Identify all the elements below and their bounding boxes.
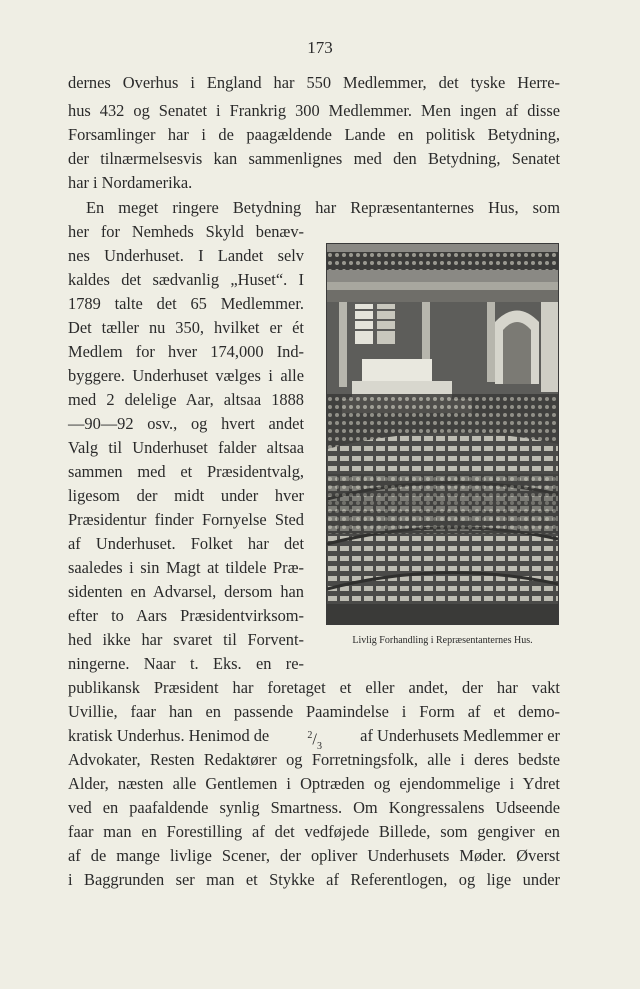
text-line: her for Nemheds Skyld benæv- (68, 222, 304, 241)
text-line: hus 432 og Senatet i Frankrig 300 Medlemmer. Men ingen af disse (68, 101, 560, 120)
text-line: Valg til Underhuset falder altsaa (68, 438, 304, 457)
page-number: 173 (307, 38, 333, 57)
text-line: kaldes det sædvanlig „Huset“. I (68, 270, 304, 289)
text-line: saaledes i sin Magt at tildele Præ- (68, 558, 304, 577)
text-line: Uvillie, faar han en passende Paamindelse i Form af et demo- (68, 702, 560, 721)
text-line: byggere. Underhuset vælges i alle (68, 366, 304, 385)
text-line: af Underhuset. Folket har det (68, 534, 304, 553)
text-line: der tilnærmelsesvis kan sammenlignes med den Betydning, Senatet (68, 149, 560, 168)
text-line: i Baggrunden ser man et Stykke af Referentlogen, og lige under (68, 870, 560, 889)
text-line: Forsamlinger har i de paagældende Lande en politisk Betydning, (68, 125, 560, 144)
text-line: af de mange livlige Scener, der opliver Underhusets Møder. Øverst (68, 846, 560, 865)
text-line: Det tæller nu 350, hvilket er ét (68, 318, 304, 337)
text-line: dernes Overhus i England har 550 Medlemmer, det tyske Herre- (68, 73, 560, 92)
figure-caption: Livlig Forhandling i Repræsentanternes Hus. (352, 635, 533, 646)
text-line: sidenten en Advarsel, dersom han (68, 582, 304, 601)
text-line: nes Underhuset. I Landet selv (68, 246, 304, 265)
text-line: Advokater, Resten Redaktører og Forretningsfolk, alle i deres bedste (68, 750, 560, 769)
text-segment: af Underhusets Medlemmer er (360, 726, 560, 745)
text-line: Alder, næsten alle Gentlemen i Optræden og ejendommelige i Ydret (68, 774, 560, 793)
text-line: publikansk Præsident har foretaget et eller andet, der har vakt (68, 678, 560, 697)
fraction: $^2/_3$ (307, 729, 322, 752)
text-line: med 2 delelige Aar, altsaa 1888 (68, 390, 304, 409)
text-line: sammen med et Præsidentvalg, (68, 462, 304, 481)
congress-illustration (326, 243, 559, 625)
text-line: ningerne. Naar t. Eks. en re- (68, 654, 304, 673)
text-line: —90—92 osv., og hvert andet (68, 414, 304, 433)
text-line: Medlem for hver 174,000 Ind- (68, 342, 304, 361)
text-line: 1789 talte det 65 Medlemmer. (68, 294, 304, 313)
text-line: ligesom der midt under hver (68, 486, 304, 505)
text-line: Præsidentur finder Fornyelse Sted (68, 510, 304, 529)
text-line: En meget ringere Betydning har Repræsentanternes Hus, som (86, 198, 560, 217)
text-segment: kratisk Underhus. Henimod de (68, 726, 270, 745)
text-line: ved en paafaldende synlig Smartness. Om Kongressalens Udseende (68, 798, 560, 817)
fraction-numerator: 2 (307, 730, 313, 741)
fraction-denominator: 3 (316, 740, 322, 752)
text-line: faar man en Forestilling af det vedføjede Billede, som gengiver en (68, 822, 560, 841)
text-line: hed ikke har svaret til Forvent- (68, 630, 304, 649)
text-line: efter to Aars Præsidentvirksom- (68, 606, 304, 625)
text-line: har i Nordamerika. (68, 173, 193, 192)
